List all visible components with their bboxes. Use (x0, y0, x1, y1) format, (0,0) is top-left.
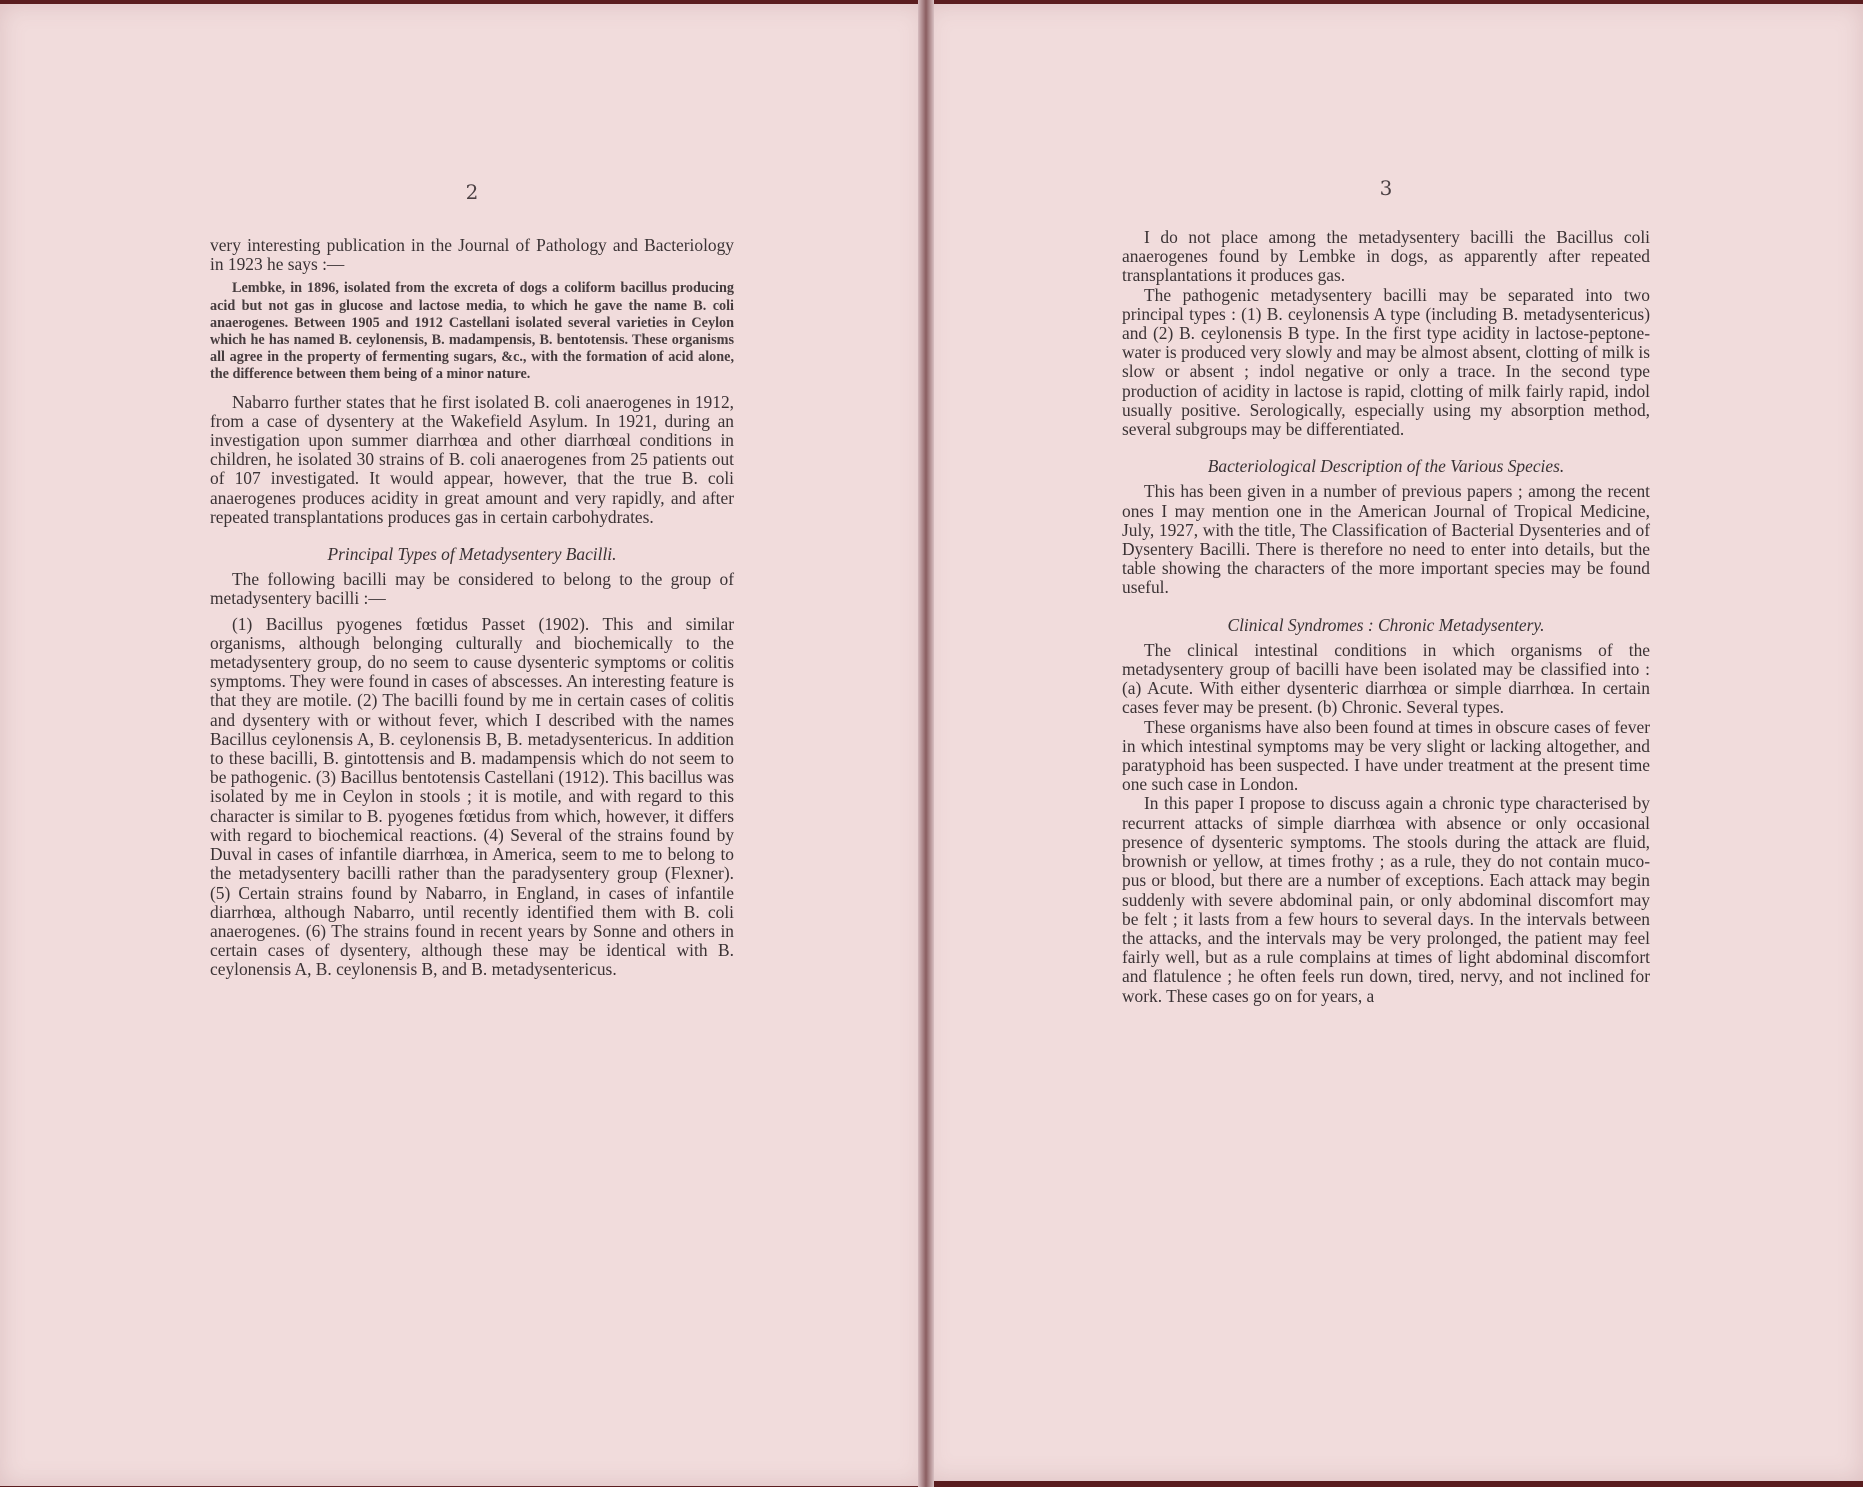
intro-paragraph: very interesting publication in the Journal of Pathology and Bacteriology in 1923 he says :— (210, 235, 734, 275)
left-text-column (210, 236, 734, 980)
previous-papers-paragraph: This has been given in a number of previous papers ; among the recent ones I may mention one in the American Journal of Tropical Medicine, July, 1927, with the title, The Classification of Bacterial Dysenteries and of Dysentery Bacilli. There is therefore no need to enter into details, but the table showing the characters of the more important species may be found useful. (1122, 481, 1650, 598)
section-heading-bacteriological: Bacteriological Description of the Various Species. (1207, 456, 1565, 477)
section-heading-clinical: Clinical Syndromes : Chronic Metadysentery. (1227, 614, 1545, 635)
section-heading-principal-types: Principal Types of Metadysentery Bacilli. (327, 544, 617, 565)
right-text-column (1122, 228, 1650, 1006)
page-number-left: 2 (465, 180, 479, 204)
principal-types-paragraph: The pathogenic metadysentery bacilli may be separated into two principal types : (1) B. ceylonensis A type (including B. metadysentericus) and (2) B. ceylonensis B type. In the first type acidity in lactose-peptone-water is produced very slowly and may be almost absent, clotting of milk is slow or absent ; indol negative or only a trace. In the second type production of acidity in lactose is rapid, clotting of milk fairly rapid, indol usually positive. Serologically, especially using my absorption method, several subgroups may be differentiated. (1122, 284, 1650, 440)
book-gutter (918, 0, 934, 1487)
nabarro-paragraph: Nabarro further states that he first isolated B. coli anaerogenes in 1912, from a case of dysentery at the Wakefield Asylum. In 1921, during an investigation upon summer diarrhœa and other diarrhœal conditions in children, he isolated 30 strains of B. coli anaerogenes from 25 patients out of 107 investigated. It would appear, however, that the true B. coli anaerogenes produces acidity in great amount and very rapidly, and after repeated transplantations produces gas in certain carbohydrates. (210, 391, 734, 527)
chronic-type-paragraph: In this paper I propose to discuss again a chronic type characterised by recurrent attacks of simple diarrhœa with absence or only occasional presence of dysenteric symptoms. The stools during the attack are fluid, brownish or yellow, at times frothy ; as a rule, they do not contain muco-pus or blood, but there are a number of exceptions. Each attack may begin suddenly with severe abdominal pain, or only abdominal discomfort may be felt ; it lasts from a few hours to several days. In the intervals between the attacks, and the intervals may be very prolonged, the patient may feel fairly well, but as a rule complains at times of light abdominal discomfort and flatulence ; he often feels run down, tired, nervy, and not inclined for work. These cases go on for years, a (1122, 793, 1650, 1006)
lembke-exclusion-paragraph: I do not place among the metadysentery bacilli the Bacillus coli anaerogenes found by Lembke in dogs, as apparently after repeated transplantations it produces gas. (1122, 227, 1650, 286)
page-number-right: 3 (1379, 176, 1393, 200)
clinical-conditions-paragraph: The clinical intestinal conditions in which organisms of the metadysentery group of bacilli have been isolated may be classified into : (a) Acute. With either dysenteric diarrhœa or simple diarrhœa. In certain cases fever may be present. (b) Chronic. Several types. (1122, 639, 1650, 718)
bacilli-list-paragraph: (1) Bacillus pyogenes fœtidus Passet (1902). This and similar organisms, although belonging culturally and biochemically to the metadysentery group, do no seem to cause dysenteric symptoms or colitis symptoms. They were found in cases of abscesses. An interesting feature is that they are motile. (2) The bacilli found by me in certain cases of colitis and dysentery with or without fever, which I described with the names Bacillus ceylonensis A, B. ceylonensis B, B. metadysentericus. In addition to these bacilli, B. gintottensis and B. madampensis which do not seem to be pathogenic. (3) Bacillus bentotensis Castellani (1912). This bacillus was isolated by me in Ceylon in stools ; it is motile, and with regard to this character is similar to B. pyogenes fœtidus from which, however, it differs with regard to biochemical reactions. (4) Several of the strains found by Duval in cases of infantile diarrhœa, in America, seem to me to belong to the metadysentery bacilli rather than the paradysentery group (Flexner). (5) Certain strains found by Nabarro, in England, in cases of infantile diarrhœa, although Nabarro, until recently identified them with B. coli anaerogenes. (6) The strains found in recent years by Sonne and others in certain cases of dysentery, although these may be identical with B. ceylonensis A, B. ceylonensis B, and B. metadysentericus. (210, 613, 734, 980)
following-bacilli-paragraph: The following bacilli may be considered to belong to the group of metadysentery bacilli :— (210, 569, 734, 609)
obscure-fever-paragraph: These organisms have also been found at times in obscure cases of fever in which intestinal symptoms may be very slight or lacking altogether, and paratyphoid has been suspected. I have under treatment at the present time one such case in London. (1122, 716, 1650, 795)
lembke-quote: Lembke, in 1896, isolated from the excreta of dogs a coliform bacillus producing acid but not gas in glucose and lactose media, to which he gave the name B. coli anaerogenes. Between 1905 and 1912 Castellani isolated several varieties in Ceylon which he has named B. ceylonensis, B. madampensis, B. bentotensis. These organisms all agree in the property of fermenting sugars, &c., with the formation of acid alone, the difference between them being of a minor nature. (210, 280, 734, 383)
